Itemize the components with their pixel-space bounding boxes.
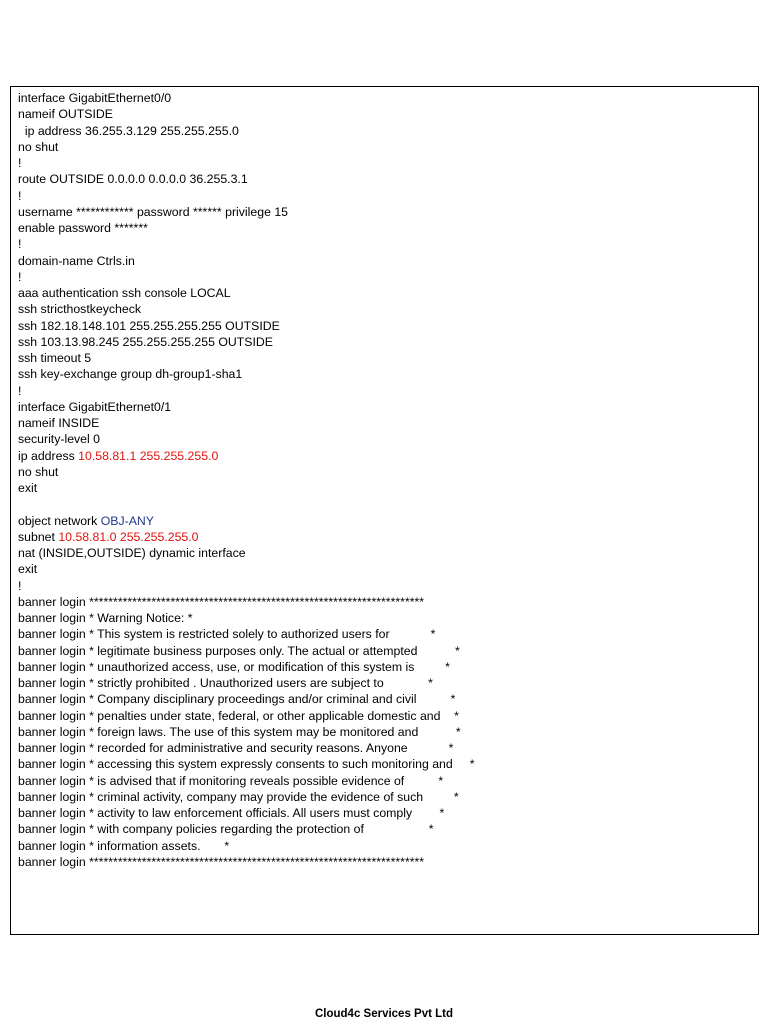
config-text: banner login * information assets. * [18, 838, 230, 853]
config-text: banner login * Warning Notice: * [18, 611, 193, 625]
config-line [18, 513, 752, 529]
config-text: banner login * recorded for administrative and security reasons. Anyone * [18, 741, 454, 755]
config-text: exit [18, 562, 38, 577]
ip-value-text: 10.58.81.1 255.255.255.0 [78, 448, 219, 463]
config-line [18, 464, 752, 480]
config-line [18, 854, 752, 870]
config-text: no shut [18, 139, 59, 154]
config-text: ssh stricthostkeycheck [18, 302, 142, 317]
config-text: ssh 103.13.98.245 255.255.255.255 OUTSIDE [18, 334, 273, 349]
config-line [18, 139, 752, 155]
config-text: interface GigabitEthernet0/1 [18, 399, 172, 414]
config-text: ! [18, 578, 22, 593]
config-line [18, 188, 752, 204]
config-text: interface GigabitEthernet0/0 [18, 91, 172, 105]
config-line [18, 545, 752, 561]
config-line [18, 383, 752, 399]
config-text: subnet [18, 529, 59, 544]
config-text: security-level 0 [18, 432, 101, 447]
config-line [18, 691, 752, 707]
config-text: banner login * activity to law enforcement officials. All users must comply * [18, 806, 445, 820]
config-text: banner login * unauthorized access, use, or modification of this system is * [18, 659, 450, 674]
config-text: banner login * criminal activity, company may provide the evidence of such * [18, 789, 459, 804]
config-line [18, 643, 752, 659]
config-line [18, 236, 752, 252]
config-line [18, 415, 752, 431]
config-line [18, 253, 752, 269]
config-line [18, 204, 752, 220]
config-text: enable password ******* [18, 221, 148, 235]
config-line [18, 529, 752, 545]
config-line [18, 480, 752, 496]
config-text: banner login * penalties under state, federal, or other applicable domestic and * [18, 708, 459, 723]
config-line [18, 561, 752, 577]
config-text: route OUTSIDE 0.0.0.0 0.0.0.0 36.255.3.1 [18, 172, 248, 187]
config-text-block [18, 90, 752, 870]
config-text: ssh 182.18.148.101 255.255.255.255 OUTSIDE [18, 318, 280, 333]
config-text: ssh key-exchange group dh-group1-sha1 [18, 367, 243, 382]
ip-value-text: 10.58.81.0 255.255.255.0 [58, 529, 199, 544]
config-line [18, 805, 752, 821]
config-line [18, 594, 752, 610]
config-line [18, 269, 752, 285]
config-text: banner login * legitimate business purposes only. The actual or attempted * [18, 643, 460, 658]
config-text: object network [18, 513, 101, 528]
config-text: ! [18, 237, 22, 252]
config-text: ssh timeout 5 [18, 351, 92, 365]
config-line [18, 285, 752, 301]
config-text: banner login * foreign laws. The use of this system may be monitored and * [18, 724, 461, 739]
config-line [18, 821, 752, 837]
config-line [18, 773, 752, 789]
object-name-text: OBJ-ANY [100, 513, 155, 528]
config-line [18, 90, 752, 106]
config-line [18, 448, 752, 464]
config-text: ! [18, 156, 22, 170]
config-line [18, 496, 752, 512]
config-text: username ************ password ****** privilege 15 [18, 204, 289, 219]
config-line [18, 318, 752, 334]
config-line [18, 431, 752, 447]
config-text: domain-name Ctrls.in [18, 253, 135, 268]
config-line [18, 756, 752, 772]
config-text: banner login ********************************************************************** [18, 594, 425, 609]
config-line [18, 610, 752, 626]
config-text: nat (INSIDE,OUTSIDE) dynamic interface [18, 546, 246, 560]
config-line [18, 171, 752, 187]
config-line [18, 366, 752, 382]
config-line [18, 708, 752, 724]
config-text: exit [18, 481, 38, 495]
config-text: banner login * This system is restricted solely to authorized users for * [18, 627, 436, 642]
footer-company-name: Cloud4c Services Pvt Ltd [314, 1008, 454, 1020]
config-line [18, 334, 752, 350]
config-line [18, 350, 752, 366]
config-line [18, 675, 752, 691]
config-text: ! [18, 269, 22, 284]
config-text: nameif OUTSIDE [18, 107, 113, 122]
config-text: ! [18, 188, 22, 203]
config-text: ip address [18, 448, 79, 463]
config-text: banner login ********************************************************************** [18, 854, 425, 869]
config-line [18, 740, 752, 756]
config-line [18, 626, 752, 642]
config-line [18, 659, 752, 675]
config-text: no shut [18, 464, 59, 479]
config-text: ! [18, 383, 22, 398]
config-text: banner login * with company policies regarding the protection of * [18, 822, 434, 837]
config-line [18, 724, 752, 740]
config-line [18, 155, 752, 171]
config-line [18, 106, 752, 122]
config-line [18, 220, 752, 236]
config-text: nameif INSIDE [18, 416, 100, 430]
config-text: aaa authentication ssh console LOCAL [18, 286, 231, 300]
config-line [18, 123, 752, 139]
config-line [18, 838, 752, 854]
config-text: banner login * accessing this system expressly consents to such monitoring and * [18, 757, 475, 772]
config-text: banner login * Company disciplinary proceedings and/or criminal and civil * [18, 692, 456, 707]
config-line [18, 789, 752, 805]
config-line [18, 399, 752, 415]
config-text: ip address 36.255.3.129 255.255.255.0 [18, 123, 239, 138]
config-line [18, 301, 752, 317]
config-text: banner login * is advised that if monitoring reveals possible evidence of * [18, 773, 444, 788]
config-line [18, 578, 752, 594]
config-text: banner login * strictly prohibited . Unauthorized users are subject to * [18, 676, 433, 690]
document-frame [10, 86, 759, 935]
